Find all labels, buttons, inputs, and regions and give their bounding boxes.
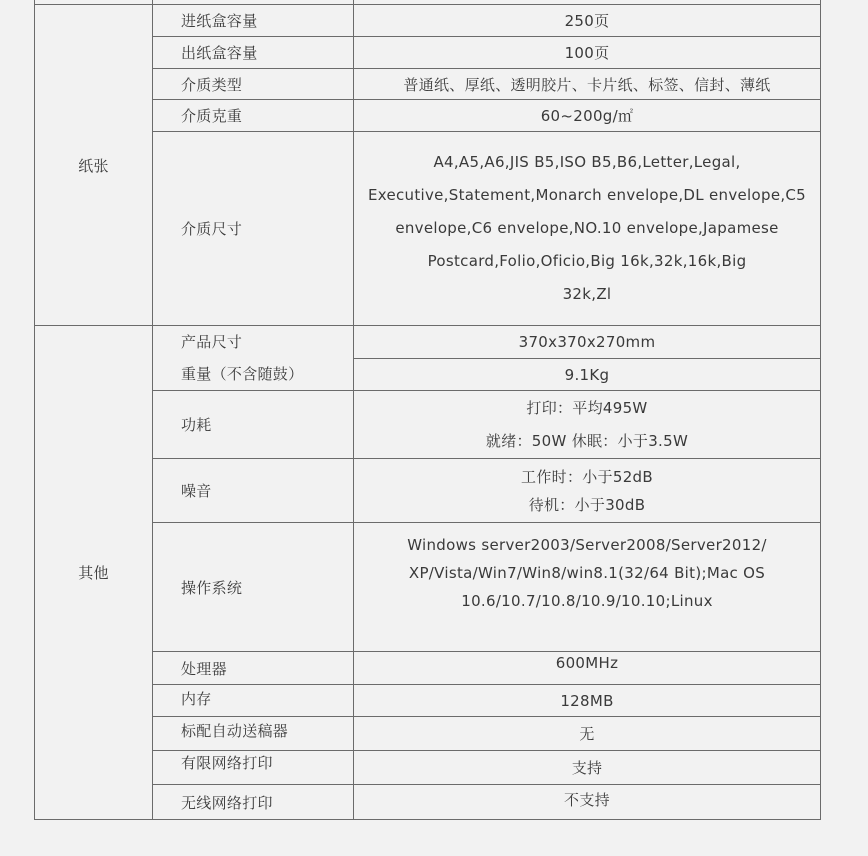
processor-value: 600MHz xyxy=(555,654,619,672)
memory-label: 内存 xyxy=(181,690,212,708)
processor-label: 处理器 xyxy=(181,659,227,678)
power-ready-line: 就绪：50W 休眠：小于3.5W xyxy=(485,431,689,450)
wireless-network-value: 不支持 xyxy=(564,790,610,809)
noise-value xyxy=(354,459,820,522)
power-value xyxy=(354,391,820,458)
output-tray-value: 100页 xyxy=(564,44,610,62)
category-other: 其他 xyxy=(78,564,109,582)
product-size-label: 产品尺寸 xyxy=(181,333,243,351)
media-weight-value: 60~200g/㎡ xyxy=(540,107,634,125)
weight-label: 重量（不含随鼓） xyxy=(181,365,304,383)
media-size-line: A4,A5,A6,JIS B5,ISO B5,B6,Letter,Legal, xyxy=(433,153,741,171)
os-line: 10.6/10.7/10.8/10.9/10.10;Linux xyxy=(461,592,713,610)
power-label: 功耗 xyxy=(181,416,212,434)
media-size-line: Postcard,Folio,Oficio,Big 16k,32k,16k,Big xyxy=(427,252,747,270)
media-size-label: 介质尺寸 xyxy=(181,220,243,238)
os-value xyxy=(354,523,820,651)
input-tray-value: 250页 xyxy=(564,12,610,30)
wireless-network-label: 无线网络打印 xyxy=(181,793,273,812)
noise-working-line: 工作时：小于52dB xyxy=(521,467,653,486)
weight-value: 9.1Kg xyxy=(564,365,610,384)
size-weight-labels xyxy=(153,326,353,390)
media-size-line: 32k,Zl xyxy=(562,285,612,303)
noise-label: 噪音 xyxy=(181,482,212,500)
media-weight-label: 介质克重 xyxy=(181,107,243,125)
os-line: XP/Vista/Win7/Win8/win8.1(32/64 Bit);Mac OS xyxy=(408,564,766,582)
product-size-value: 370x370x270mm xyxy=(518,333,656,351)
media-size-line: Executive,Statement,Monarch envelope,DL envelope,C5 xyxy=(367,186,807,204)
noise-standby-line: 待机：小于30dB xyxy=(528,495,646,514)
media-size-value xyxy=(354,132,820,325)
output-tray-label: 出纸盒容量 xyxy=(181,44,258,62)
media-type-label: 介质类型 xyxy=(181,75,243,94)
os-line: Windows server2003/Server2008/Server2012/ xyxy=(407,536,767,554)
os-label: 操作系统 xyxy=(181,578,243,597)
adf-value: 无 xyxy=(579,725,595,743)
memory-value: 128MB xyxy=(560,691,614,710)
media-type-value: 普通纸、厚纸、透明胶片、卡片纸、标签、信封、薄纸 xyxy=(403,75,771,94)
adf-label: 标配自动送稿器 xyxy=(181,722,289,740)
table-border-bottom xyxy=(34,819,821,820)
input-tray-label: 进纸盒容量 xyxy=(181,12,258,30)
category-paper: 纸张 xyxy=(78,156,109,175)
wired-network-label: 有限网络打印 xyxy=(181,753,273,772)
power-print-line: 打印：平均495W xyxy=(526,398,648,417)
media-size-line: envelope,C6 envelope,NO.10 envelope,Japamese xyxy=(395,219,779,237)
table-border-right xyxy=(820,0,821,820)
wired-network-value: 支持 xyxy=(571,759,603,777)
